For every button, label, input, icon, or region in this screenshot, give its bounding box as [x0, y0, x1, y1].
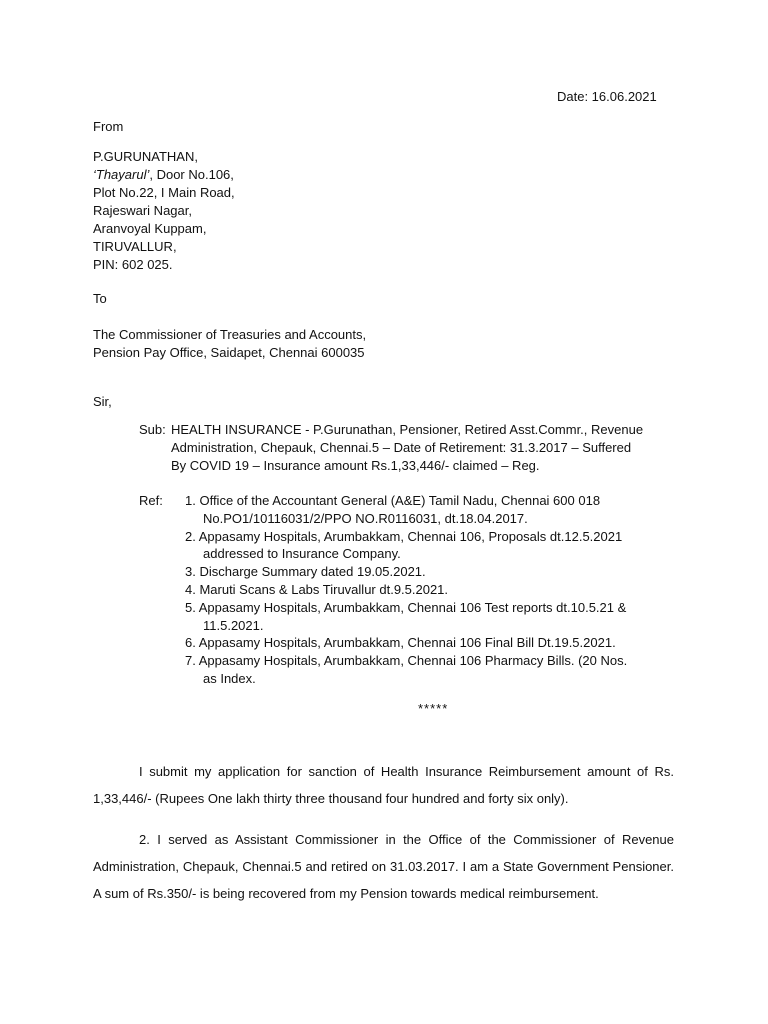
letter-date: Date: 16.06.2021	[557, 89, 657, 104]
sender-door: , Door No.106,	[149, 167, 234, 182]
reference-item: 6. Appasamy Hospitals, Arumbakkam, Chennai 106 Final Bill Dt.19.5.2021.	[185, 635, 616, 651]
salutation: Sir,	[93, 394, 112, 409]
reference-item: 3. Discharge Summary dated 19.05.2021.	[185, 564, 426, 580]
to-label: To	[93, 291, 107, 306]
paragraph-text: I submit my application for sanction of Health Insurance Reimbursement amount of Rs. 1,33,446/- (Rupees One lakh thirty three thousand four hundred and forty six only).	[93, 764, 674, 806]
reference-item-cont: addressed to Insurance Company.	[203, 546, 401, 562]
sender-address-line: TIRUVALLUR,	[93, 239, 177, 254]
sender-address-line: Plot No.22, I Main Road,	[93, 185, 235, 200]
sender-address-line: Rajeswari Nagar,	[93, 203, 192, 218]
sender-pin: PIN: 602 025.	[93, 257, 173, 272]
reference-item-cont: No.PO1/10116031/2/PPO NO.R0116031, dt.18.04.2017.	[203, 510, 528, 526]
sender-house-name: ‘Thayarul’	[93, 167, 150, 182]
paragraph-text: 2. I served as Assistant Commissioner in the Office of the Commissioner of Revenue Administration, Chepauk, Chennai.5 and retired on 31.03.2017. I am a State Government Pensioner. A sum of Rs.350/- is being recovered from my Pension towards medical reimbursement.	[93, 832, 674, 901]
separator: *****	[418, 701, 449, 716]
subject-line: By COVID 19 – Insurance amount Rs.1,33,446/- claimed – Reg.	[171, 458, 540, 473]
recipient-line: Pension Pay Office, Saidapet, Chennai 600035	[93, 345, 365, 360]
subject-text	[171, 421, 643, 475]
from-label: From	[93, 119, 124, 134]
reference-label: Ref:	[139, 493, 163, 508]
reference-item-cont: as Index.	[203, 670, 256, 686]
sender-name: P.GURUNATHAN,	[93, 149, 198, 164]
reference-item: 7. Appasamy Hospitals, Arumbakkam, Chennai 106 Pharmacy Bills. (20 Nos.	[185, 653, 628, 669]
reference-item: 4. Maruti Scans & Labs Tiruvallur dt.9.5.2021.	[185, 581, 449, 597]
reference-list	[185, 492, 627, 688]
subject-line: Administration, Chepauk, Chennai.5 – Date of Retirement: 31.3.2017 – Suffered	[171, 440, 632, 455]
reference-item: 2. Appasamy Hospitals, Arumbakkam, Chennai 106, Proposals dt.12.5.2021	[185, 528, 623, 544]
recipient-address	[93, 326, 366, 362]
reference-item: 1. Office of the Accountant General (A&E) Tamil Nadu, Chennai 600 018	[185, 493, 601, 508]
sender-door-line	[93, 166, 235, 184]
recipient-line: The Commissioner of Treasuries and Accounts,	[93, 327, 367, 342]
body-paragraph	[93, 826, 674, 907]
subject-line: HEALTH INSURANCE - P.Gurunathan, Pensioner, Retired Asst.Commr., Revenue	[171, 422, 644, 437]
reference-item: 5. Appasamy Hospitals, Arumbakkam, Chennai 106 Test reports dt.10.5.21 &	[185, 599, 627, 615]
body-paragraph	[93, 758, 674, 812]
subject-label: Sub:	[139, 422, 166, 437]
sender-address	[93, 148, 235, 274]
sender-address-line: Aranvoyal Kuppam,	[93, 221, 207, 236]
reference-item-cont: 11.5.2021.	[203, 617, 264, 633]
